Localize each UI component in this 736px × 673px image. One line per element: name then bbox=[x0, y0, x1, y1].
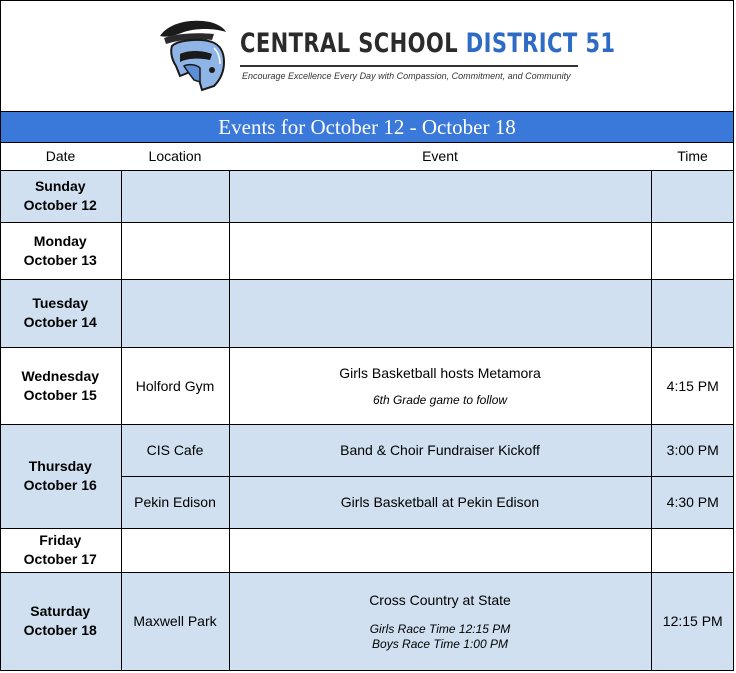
day-date: October 16 bbox=[23, 477, 97, 493]
day-name: Thursday bbox=[28, 458, 92, 474]
column-header-date: Date bbox=[0, 143, 121, 170]
day-date: October 13 bbox=[23, 251, 97, 268]
day-name: Monday bbox=[33, 232, 87, 249]
location-cell: Pekin Edison bbox=[121, 476, 229, 528]
event-title: Cross Country at State bbox=[369, 591, 511, 608]
location-cell: Maxwell Park bbox=[121, 572, 229, 670]
day-date: October 15 bbox=[23, 386, 97, 403]
day-date: October 12 bbox=[23, 197, 97, 213]
event-cell: Band & Choir Fundraiser Kickoff bbox=[229, 424, 651, 476]
event-note: 6th Grade game to follow bbox=[372, 392, 508, 407]
time-cell: 3:00 PM bbox=[651, 424, 734, 476]
time-cell: 4:15 PM bbox=[651, 347, 734, 424]
day-name: Saturday bbox=[30, 603, 91, 619]
location-cell: CIS Cafe bbox=[121, 424, 229, 476]
day-date: October 18 bbox=[23, 622, 97, 638]
event-title: Girls Basketball hosts Metamora bbox=[339, 364, 541, 381]
day-name: Tuesday bbox=[32, 295, 89, 311]
school-name-part1: CENTRAL SCHOOL bbox=[240, 28, 459, 59]
events-title: Events for October 12 - October 18 bbox=[218, 114, 516, 139]
column-header-event: Event bbox=[229, 143, 651, 170]
school-name-part2: DISTRICT 51 bbox=[465, 28, 616, 59]
time-cell: 12:15 PM bbox=[651, 572, 734, 670]
event-cell: Girls Basketball at Pekin Edison bbox=[229, 476, 651, 528]
event-note-2: Boys Race Time 1:00 PM bbox=[372, 636, 508, 651]
day-date: October 14 bbox=[23, 314, 97, 330]
location-cell: Holford Gym bbox=[121, 347, 229, 424]
time-cell: 4:30 PM bbox=[651, 476, 734, 528]
column-header-time: Time bbox=[651, 143, 734, 170]
day-date: October 17 bbox=[23, 551, 97, 567]
event-note: Girls Race Time 12:15 PM bbox=[369, 621, 511, 636]
day-name: Wednesday bbox=[21, 367, 100, 384]
day-name: Friday bbox=[39, 532, 82, 548]
column-header-location: Location bbox=[121, 143, 229, 170]
tagline: Encourage Excellence Every Day with Compassion, Commitment, and Community bbox=[242, 71, 571, 81]
day-name: Sunday bbox=[34, 178, 86, 194]
